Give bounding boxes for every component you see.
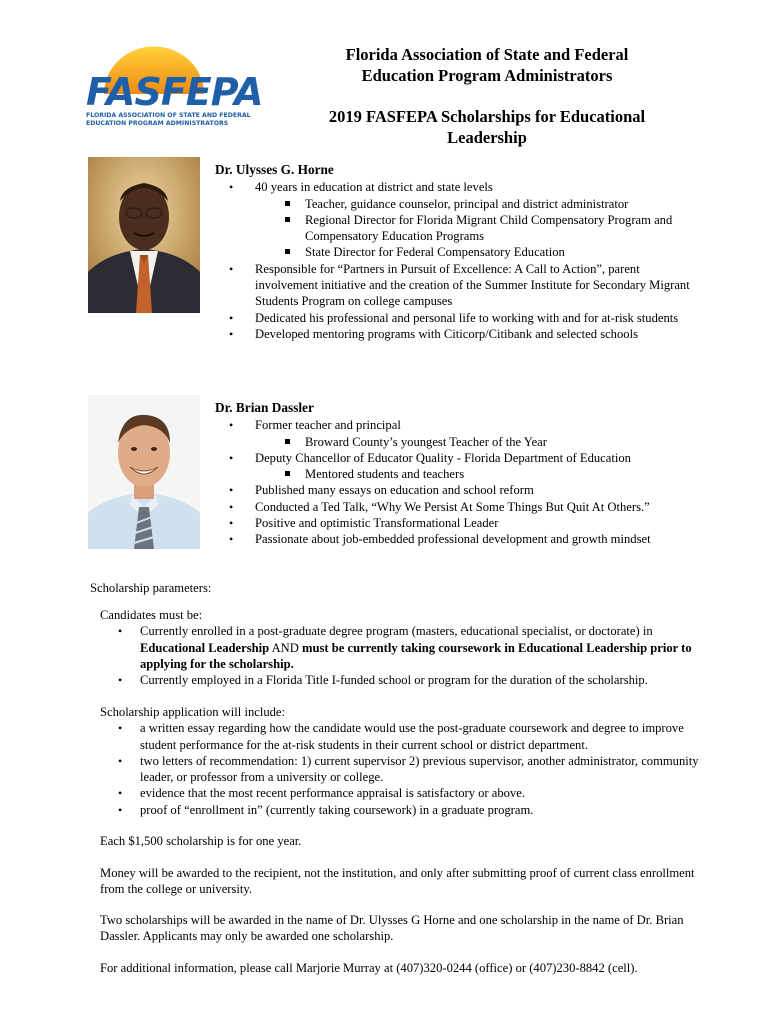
person1-bullet: • Responsible for “Partners in Pursuit of Excellence: A Call to Action”, parent involvement initiative and the creation of the Summer Institute for Secondary Migrant Students Program on college campuses xyxy=(215,261,695,310)
person2-name: Dr. Brian Dassler xyxy=(215,400,314,415)
logo-wordmark: FASFEPA xyxy=(86,70,263,114)
candidate-requirement: • Currently employed in a Florida Title I-funded school or program for the duration of the scholarship. xyxy=(100,672,710,688)
person2-bullet: • Deputy Chancellor of Educator Quality - Florida Department of Education xyxy=(215,450,695,466)
person1-name: Dr. Ulysses G. Horne xyxy=(215,162,334,177)
award-terms: Money will be awarded to the recipient, not the institution, and only after submitting proof of current class enrollment from the college or university. xyxy=(100,866,695,897)
application-heading: Scholarship application will include: xyxy=(100,705,286,719)
application-item: • a written essay regarding how the candidate would use the post-graduate coursework and degree to improve student performance for the at-risk students in their current school or district department. xyxy=(100,720,710,753)
person1-bullet: • 40 years in education at district and state levels xyxy=(215,179,695,195)
person2-bullet: • Conducted a Ted Talk, “Why We Persist At Some Things But Quit At Others.” xyxy=(215,499,695,515)
photo-brian-dassler xyxy=(88,395,200,549)
contact-info: For additional information, please call Marjorie Murray at (407)320-0244 (office) or (407)230-8842 (cell). xyxy=(100,961,638,975)
photo-ulysses-horne xyxy=(88,157,200,313)
page-title-line2: Leadership xyxy=(447,128,527,147)
person2-bullet: • Published many essays on education and school reform xyxy=(215,482,695,498)
scholarship-amount: Each $1,500 scholarship is for one year. xyxy=(100,834,302,848)
parameters-heading: Scholarship parameters: xyxy=(90,581,212,595)
candidates-heading: Candidates must be: xyxy=(100,608,203,622)
person2-bullet: • Former teacher and principal xyxy=(215,417,695,433)
person2-sub-bullet: Mentored students and teachers xyxy=(215,466,695,482)
person1-sub-bullet: Teacher, guidance counselor, principal and district administrator xyxy=(215,196,695,212)
person2-sub-bullet: Broward County’s youngest Teacher of the Year xyxy=(215,434,695,450)
award-names: Two scholarships will be awarded in the name of Dr. Ulysses G Horne and one scholarship in the name of Dr. Brian Dassler. Applicants may only be awarded one scholarship. xyxy=(100,913,684,944)
person1-sub-bullet: Regional Director for Florida Migrant Child Compensatory Program and Compensatory Education Programs xyxy=(215,212,695,245)
candidate-requirement: • Currently enrolled in a post-graduate degree program (masters, educational specialist, or doctorate) in Educational Leadership AND must be currently taking coursework in Educational Leadership prior to applying for the scholarship. xyxy=(100,623,710,672)
org-name-line2: Education Program Administrators xyxy=(361,66,613,85)
application-item: • two letters of recommendation: 1) current supervisor 2) previous supervisor, another administrator, community leader, or professor from a university or college. xyxy=(100,753,710,786)
org-name-line1: Florida Association of State and Federal xyxy=(345,45,629,64)
fasfepa-logo xyxy=(86,42,262,132)
person1-bullet: • Dedicated his professional and personal life to working with and for at-risk students xyxy=(215,310,695,326)
application-item: • proof of “enrollment in” (currently taking coursework) in a graduate program. xyxy=(100,802,710,818)
person2-bullet: • Passionate about job-embedded professional development and growth mindset xyxy=(215,531,695,547)
logo-subtitle-line1: FLORIDA ASSOCIATION OF STATE AND FEDERAL xyxy=(86,112,251,119)
person2-bullet: • Positive and optimistic Transformational Leader xyxy=(215,515,695,531)
application-item: • evidence that the most recent performance appraisal is satisfactory or above. xyxy=(100,785,710,801)
logo-subtitle-line2: EDUCATION PROGRAM ADMINISTRATORS xyxy=(86,119,229,127)
person1-bullet: • Developed mentoring programs with Citicorp/Citibank and selected schools xyxy=(215,326,695,342)
person1-sub-bullet: State Director for Federal Compensatory Education xyxy=(215,244,695,260)
page-title-line1: 2019 FASFEPA Scholarships for Educational xyxy=(328,107,646,126)
